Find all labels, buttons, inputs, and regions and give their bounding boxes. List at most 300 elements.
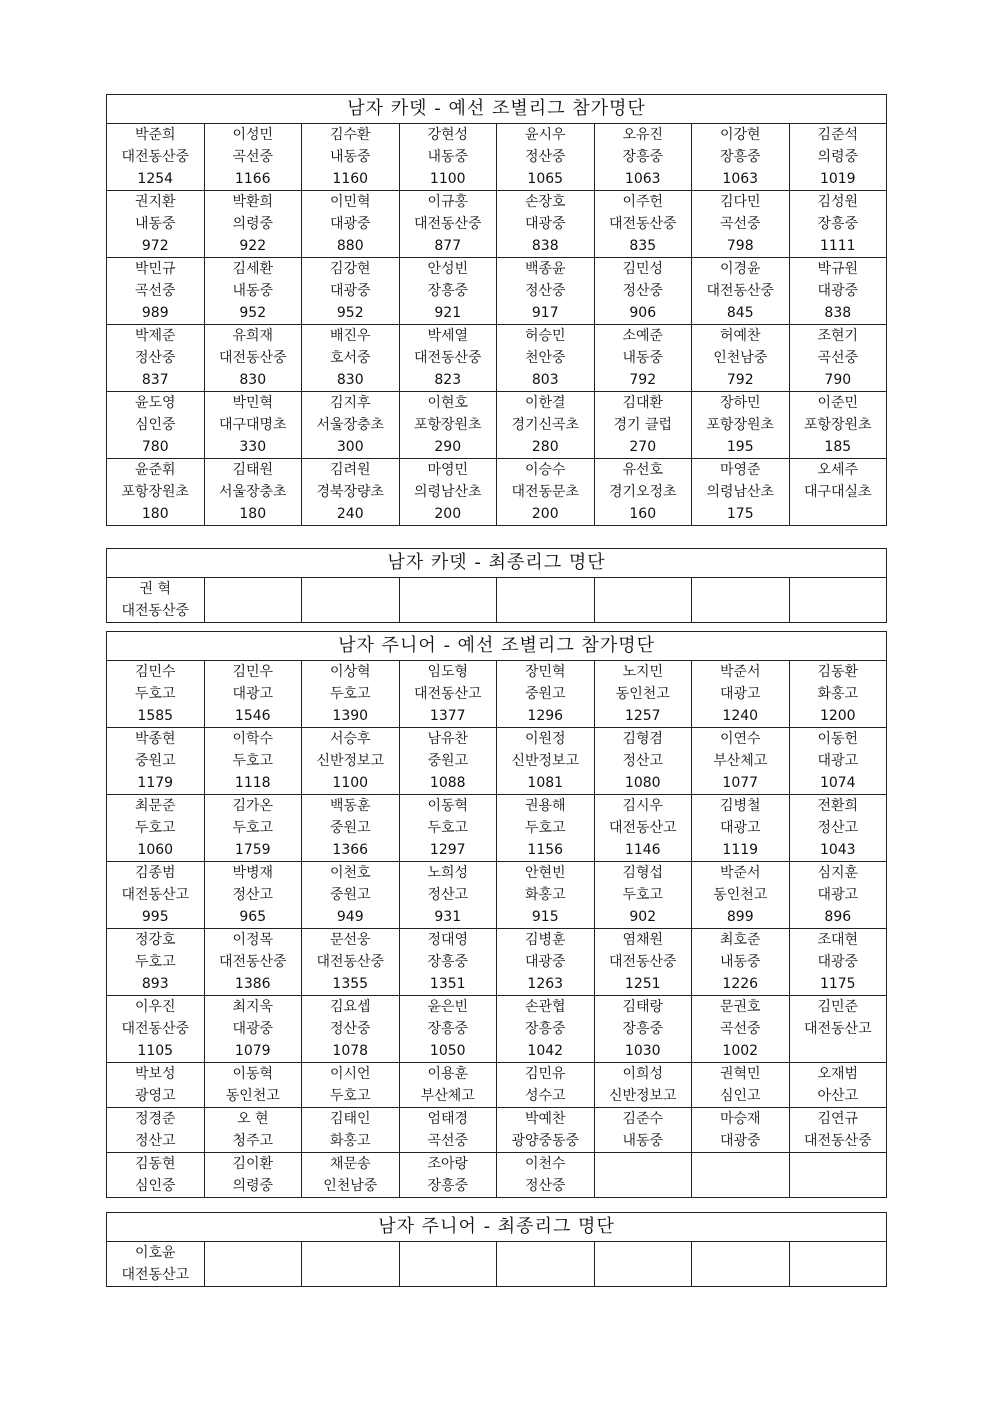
player-team: 대전동산고	[413, 686, 482, 702]
player-cell	[107, 996, 205, 1063]
player-score: 952	[336, 305, 364, 321]
player-name: 최지욱	[232, 999, 274, 1015]
player-cell	[789, 795, 887, 862]
player-team: 내동중	[719, 954, 761, 970]
player-name	[595, 1153, 692, 1175]
player-team	[302, 600, 399, 622]
table-row	[107, 459, 887, 526]
player-cell	[302, 191, 400, 258]
player-team: 포항장원초	[121, 484, 190, 500]
player-cell	[107, 191, 205, 258]
player-name: 엄태경	[427, 1111, 469, 1127]
player-cell	[302, 996, 400, 1063]
player-score: 175	[726, 506, 754, 522]
player-team: 두호고	[329, 1088, 371, 1104]
player-cell	[107, 1242, 205, 1287]
player-name: 김세환	[232, 261, 274, 277]
player-score: 830	[239, 372, 267, 388]
player-name: 김병훈	[524, 932, 566, 948]
player-team: 광양중동중	[511, 1133, 580, 1149]
player-team: 대전동산고	[608, 820, 677, 836]
player-cell	[399, 325, 497, 392]
player-cell	[497, 795, 595, 862]
player-cell	[692, 1108, 790, 1153]
player-score: 1175	[819, 976, 856, 992]
player-name: 정대영	[427, 932, 469, 948]
player-score: 1160	[332, 171, 369, 187]
player-score: 1081	[527, 775, 564, 791]
player-name	[497, 578, 594, 600]
player-score: 880	[336, 238, 364, 254]
player-team: 대전동산중	[706, 283, 775, 299]
player-team: 두호고	[232, 753, 274, 769]
player-cell	[302, 459, 400, 526]
player-name: 심지훈	[817, 865, 859, 881]
player-score: 185	[824, 439, 852, 455]
player-cell	[302, 258, 400, 325]
player-team: 부산체고	[420, 1088, 475, 1104]
player-cell	[594, 578, 692, 623]
player-cell	[204, 1242, 302, 1287]
junior-prelim-title: 남자 주니어 - 예선 조별리그 참가명단	[107, 632, 887, 661]
player-cell	[302, 1108, 400, 1153]
player-cell	[594, 325, 692, 392]
player-team: 중원고	[524, 686, 566, 702]
player-cell	[594, 1063, 692, 1108]
player-team: 심인중	[134, 417, 176, 433]
player-score: 1179	[137, 775, 174, 791]
player-score: 300	[336, 439, 364, 455]
player-name: 노지민	[622, 664, 664, 680]
player-score: 280	[531, 439, 559, 455]
player-team: 의령중	[232, 216, 274, 232]
player-cell	[497, 862, 595, 929]
player-score: 893	[141, 976, 169, 992]
player-score: 952	[239, 305, 267, 321]
player-name	[692, 1153, 789, 1175]
player-team: 서울장충초	[316, 417, 385, 433]
player-team: 내동중	[622, 350, 664, 366]
player-name: 남유찬	[427, 731, 469, 747]
player-name: 문권호	[719, 999, 761, 1015]
player-name: 염채원	[622, 932, 664, 948]
player-score: 965	[239, 909, 267, 925]
player-team: 정산중	[134, 350, 176, 366]
player-cell	[789, 1108, 887, 1153]
player-name: 이동혁	[427, 798, 469, 814]
player-name: 이용훈	[427, 1066, 469, 1082]
player-name: 권용해	[524, 798, 566, 814]
player-name: 노희성	[427, 865, 469, 881]
player-name: 이천호	[329, 865, 371, 881]
player-cell	[399, 1242, 497, 1287]
player-cell	[692, 124, 790, 191]
player-name: 윤준휘	[134, 462, 176, 478]
player-team: 두호고	[134, 686, 176, 702]
player-cell	[204, 1063, 302, 1108]
player-cell	[594, 929, 692, 996]
player-team: 화홍고	[329, 1133, 371, 1149]
player-name: 이한결	[524, 395, 566, 411]
player-name: 오유진	[622, 127, 664, 143]
player-team	[692, 1264, 789, 1286]
player-score: 330	[239, 439, 267, 455]
player-team: 성수고	[524, 1088, 566, 1104]
player-team: 두호고	[524, 820, 566, 836]
player-score: 1366	[332, 842, 369, 858]
player-cell	[692, 325, 790, 392]
player-name: 김시우	[622, 798, 664, 814]
junior-final-title: 남자 주니어 - 최종리그 명단	[107, 1213, 887, 1242]
player-cell	[399, 929, 497, 996]
player-name: 김준석	[817, 127, 859, 143]
player-cell	[107, 862, 205, 929]
player-team: 경기신곡초	[511, 417, 580, 433]
player-name: 정강호	[134, 932, 176, 948]
player-score: 906	[629, 305, 657, 321]
player-team: 심인고	[719, 1088, 761, 1104]
player-team: 포항장원초	[706, 417, 775, 433]
player-score: 823	[434, 372, 462, 388]
player-cell	[204, 578, 302, 623]
player-cell	[204, 929, 302, 996]
player-team: 대광중	[719, 1133, 761, 1149]
player-cell	[789, 1063, 887, 1108]
player-team: 두호고	[232, 820, 274, 836]
player-name: 박병재	[232, 865, 274, 881]
player-score: 803	[531, 372, 559, 388]
player-team: 정산중	[622, 283, 664, 299]
player-score: 1105	[137, 1043, 174, 1059]
player-name: 김다민	[719, 194, 761, 210]
player-name: 김민준	[817, 999, 859, 1015]
player-team: 대광중	[232, 1021, 274, 1037]
player-cell	[302, 578, 400, 623]
player-score: 1297	[429, 842, 466, 858]
player-cell	[692, 661, 790, 728]
player-score: 1078	[332, 1043, 369, 1059]
player-name: 이희성	[622, 1066, 664, 1082]
player-team: 장흥중	[719, 149, 761, 165]
player-name: 허승민	[524, 328, 566, 344]
player-name: 김민수	[134, 664, 176, 680]
player-cell	[594, 862, 692, 929]
player-cell	[692, 258, 790, 325]
player-team: 광영고	[134, 1088, 176, 1104]
player-name: 박환희	[232, 194, 274, 210]
player-team: 서울장충초	[218, 484, 287, 500]
player-cell	[497, 661, 595, 728]
player-score: 838	[824, 305, 852, 321]
player-cell	[497, 728, 595, 795]
player-cell	[107, 795, 205, 862]
cadet-prelim-table	[106, 94, 887, 526]
player-name: 조현기	[817, 328, 859, 344]
player-name: 권혁민	[719, 1066, 761, 1082]
table-row	[107, 661, 887, 728]
player-cell	[399, 191, 497, 258]
player-score: 1759	[234, 842, 271, 858]
player-cell	[789, 1242, 887, 1287]
player-cell	[497, 1108, 595, 1153]
player-score: 845	[726, 305, 754, 321]
player-cell	[789, 258, 887, 325]
player-score: 1390	[332, 708, 369, 724]
player-team: 대전동산중	[316, 954, 385, 970]
player-name: 박종현	[134, 731, 176, 747]
player-cell	[497, 124, 595, 191]
player-team	[595, 1264, 692, 1286]
player-name: 이호윤	[134, 1245, 176, 1261]
player-cell	[497, 1063, 595, 1108]
player-score: 792	[726, 372, 754, 388]
player-name: 서승후	[329, 731, 371, 747]
player-team: 내동중	[427, 149, 469, 165]
player-name: 권 혁	[139, 581, 171, 597]
player-name	[790, 1153, 887, 1175]
player-cell	[789, 459, 887, 526]
player-cell	[789, 325, 887, 392]
player-name: 김이환	[232, 1156, 274, 1172]
player-name: 이강현	[719, 127, 761, 143]
player-team: 청주고	[232, 1133, 274, 1149]
player-team: 의령중	[817, 149, 859, 165]
player-score: 1546	[234, 708, 271, 724]
player-team: 포항장원초	[803, 417, 872, 433]
player-score: 949	[336, 909, 364, 925]
player-team	[595, 600, 692, 622]
player-name: 이승수	[524, 462, 566, 478]
player-score: 1156	[527, 842, 564, 858]
player-team: 중원고	[427, 753, 469, 769]
player-cell	[399, 661, 497, 728]
player-name	[790, 578, 887, 600]
player-score: 915	[531, 909, 559, 925]
player-name: 김태인	[329, 1111, 371, 1127]
player-team: 화홍고	[524, 887, 566, 903]
player-cell	[107, 1153, 205, 1198]
player-name: 이현호	[427, 395, 469, 411]
player-score: 200	[434, 506, 462, 522]
player-name: 백동훈	[329, 798, 371, 814]
player-score: 290	[434, 439, 462, 455]
player-team: 장흥중	[622, 149, 664, 165]
player-team: 부산체고	[713, 753, 768, 769]
player-score: 1002	[722, 1043, 759, 1059]
player-name: 이연수	[719, 731, 761, 747]
player-team	[790, 1264, 887, 1286]
player-cell	[789, 661, 887, 728]
player-team: 신반정보고	[316, 753, 385, 769]
player-name: 채문송	[329, 1156, 371, 1172]
player-cell	[302, 661, 400, 728]
player-team: 동인천고	[225, 1088, 280, 1104]
player-cell	[497, 996, 595, 1063]
player-name: 김형겸	[622, 731, 664, 747]
player-name: 김동환	[817, 664, 859, 680]
player-cell	[204, 258, 302, 325]
player-cell	[204, 459, 302, 526]
player-team: 대전동산중	[218, 954, 287, 970]
player-cell	[399, 795, 497, 862]
player-cell	[204, 124, 302, 191]
player-score: 838	[531, 238, 559, 254]
player-team: 장흥중	[622, 1021, 664, 1037]
player-team: 대광중	[524, 954, 566, 970]
player-cell	[497, 258, 595, 325]
player-team: 대광중	[817, 283, 859, 299]
player-cell	[594, 191, 692, 258]
player-score: 1088	[429, 775, 466, 791]
player-score: 1060	[137, 842, 174, 858]
player-score: 922	[239, 238, 267, 254]
player-score: 1063	[722, 171, 759, 187]
player-name: 권지환	[134, 194, 176, 210]
player-cell	[594, 1242, 692, 1287]
player-score: 1080	[624, 775, 661, 791]
player-name	[595, 578, 692, 600]
player-cell	[692, 191, 790, 258]
player-score: 896	[824, 909, 852, 925]
player-cell	[204, 1153, 302, 1198]
player-name: 이경윤	[719, 261, 761, 277]
player-team: 정산고	[427, 887, 469, 903]
player-cell	[692, 862, 790, 929]
player-cell	[594, 392, 692, 459]
player-name: 이천수	[524, 1156, 566, 1172]
player-team: 장흥중	[427, 1021, 469, 1037]
player-score: 790	[824, 372, 852, 388]
player-score: 195	[726, 439, 754, 455]
player-cell	[107, 578, 205, 623]
player-team: 대광중	[817, 954, 859, 970]
player-team: 장흥중	[427, 954, 469, 970]
player-score: 180	[239, 506, 267, 522]
player-cell	[399, 1063, 497, 1108]
player-cell	[789, 996, 887, 1063]
player-team: 두호고	[134, 954, 176, 970]
player-team	[302, 1264, 399, 1286]
player-name: 김민유	[524, 1066, 566, 1082]
player-name	[790, 1242, 887, 1264]
table-row	[107, 325, 887, 392]
player-name: 임도형	[427, 664, 469, 680]
player-cell	[789, 124, 887, 191]
player-name: 김지후	[329, 395, 371, 411]
player-score: 160	[629, 506, 657, 522]
player-name: 마영민	[427, 462, 469, 478]
player-cell	[204, 325, 302, 392]
player-name: 김형섭	[622, 865, 664, 881]
player-name	[497, 1242, 594, 1264]
player-team: 장흥중	[427, 1178, 469, 1194]
player-team: 곡선중	[427, 1133, 469, 1149]
player-name: 박준서	[719, 865, 761, 881]
player-cell	[399, 578, 497, 623]
player-name: 김가온	[232, 798, 274, 814]
player-name: 김준수	[622, 1111, 664, 1127]
player-name: 강현성	[427, 127, 469, 143]
player-name: 허예찬	[719, 328, 761, 344]
player-cell	[107, 1063, 205, 1108]
player-cell	[594, 1153, 692, 1198]
player-cell	[594, 258, 692, 325]
player-name: 김태원	[232, 462, 274, 478]
player-team: 내동중	[329, 149, 371, 165]
player-name: 김수환	[329, 127, 371, 143]
player-score: 1251	[624, 976, 661, 992]
player-score: 1257	[624, 708, 661, 724]
player-cell	[594, 459, 692, 526]
player-team: 동인천고	[615, 686, 670, 702]
player-score: 1065	[527, 171, 564, 187]
player-name: 조대현	[817, 932, 859, 948]
player-name: 이우진	[134, 999, 176, 1015]
player-cell	[302, 392, 400, 459]
player-name: 오 현	[237, 1111, 269, 1127]
player-score: 1042	[527, 1043, 564, 1059]
table-row	[107, 1063, 887, 1108]
player-cell	[204, 392, 302, 459]
player-score: 1100	[429, 171, 466, 187]
player-team: 대전동산중	[413, 350, 482, 366]
table-row	[107, 124, 887, 191]
junior-final-table	[106, 1212, 887, 1287]
player-name: 김동현	[134, 1156, 176, 1172]
player-team: 장흥중	[817, 216, 859, 232]
cadet-final-title: 남자 카뎃 - 최종리그 명단	[107, 549, 887, 578]
player-team	[400, 600, 497, 622]
player-cell	[497, 191, 595, 258]
player-score: 1063	[624, 171, 661, 187]
player-team: 정산중	[329, 1021, 371, 1037]
player-team	[692, 1175, 789, 1197]
player-score: 270	[629, 439, 657, 455]
player-team: 두호고	[427, 820, 469, 836]
player-cell	[107, 258, 205, 325]
player-team: 대전동산중	[608, 954, 677, 970]
player-name	[400, 1242, 497, 1264]
player-team: 천안중	[524, 350, 566, 366]
player-score: 1077	[722, 775, 759, 791]
player-cell	[107, 124, 205, 191]
player-score: 1296	[527, 708, 564, 724]
player-team: 중원고	[134, 753, 176, 769]
player-cell	[107, 459, 205, 526]
player-score: 200	[531, 506, 559, 522]
player-team: 내동중	[622, 1133, 664, 1149]
player-cell	[497, 392, 595, 459]
player-team: 동인천고	[713, 887, 768, 903]
player-cell	[204, 728, 302, 795]
player-name: 최호준	[719, 932, 761, 948]
player-team: 내동중	[134, 216, 176, 232]
player-cell	[497, 1153, 595, 1198]
player-cell	[594, 1108, 692, 1153]
player-name: 전환희	[817, 798, 859, 814]
player-cell	[107, 661, 205, 728]
player-team	[595, 1175, 692, 1197]
player-cell	[692, 392, 790, 459]
player-score: 1351	[429, 976, 466, 992]
player-score: 995	[141, 909, 169, 925]
player-cell	[107, 1108, 205, 1153]
table-row	[107, 578, 887, 623]
table-row	[107, 258, 887, 325]
player-name	[302, 1242, 399, 1264]
player-name: 박보성	[134, 1066, 176, 1082]
player-name: 김태랑	[622, 999, 664, 1015]
